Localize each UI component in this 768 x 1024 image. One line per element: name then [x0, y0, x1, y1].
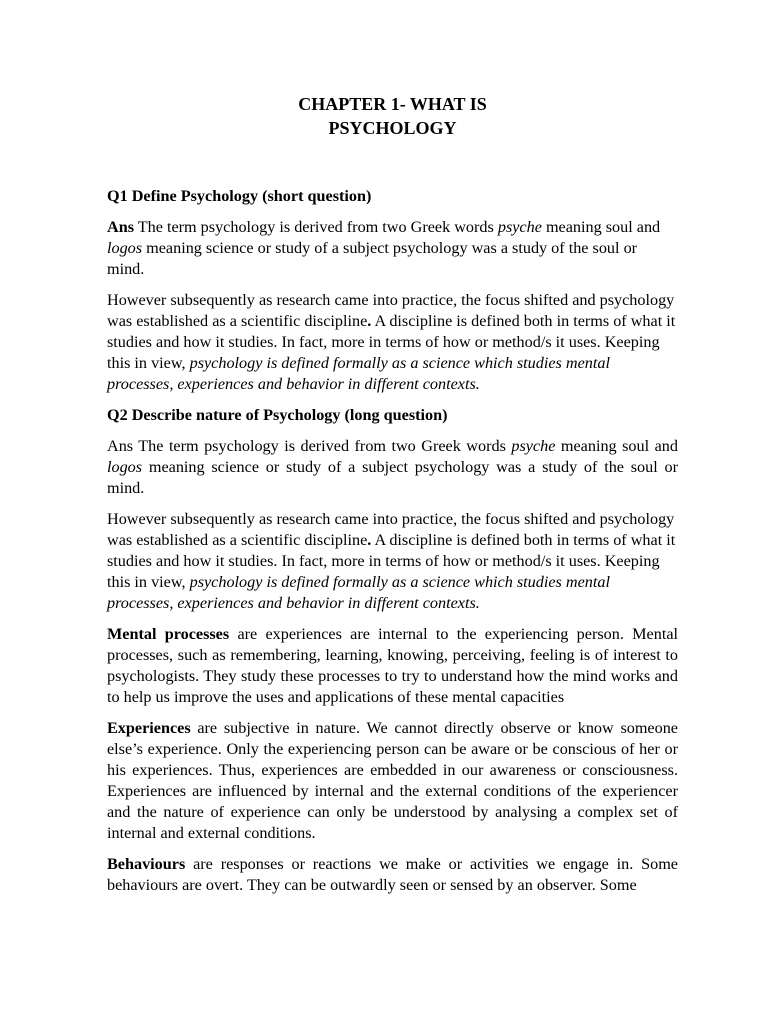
text-run: meaning science or study of a subject psychology was a study of the soul or mind. — [107, 239, 638, 278]
q2-heading: Q2 Describe nature of Psychology (long question) — [107, 406, 448, 424]
q1-answer-paragraph-2 — [107, 290, 678, 395]
text-run: meaning soul and — [555, 437, 678, 455]
q1-heading: Q1 Define Psychology (short question) — [107, 187, 372, 205]
text-run: The term psychology is derived from two Greek words — [134, 218, 498, 236]
text-run: A discipline is defined both in terms of what it studies and how it studies. In fact, more in terms of how or method/s it uses. Keeping this in view, — [107, 312, 676, 372]
mental-processes-term: Mental processes — [107, 625, 230, 643]
ans-label: Ans — [107, 218, 134, 236]
behaviours-paragraph — [107, 854, 678, 896]
text-run: are responses or reactions we make or activities we engage in. Some behaviours are overt. They can be outwardly seen or sensed by an observer. Some — [107, 855, 678, 894]
experiences-term: Experiences — [107, 719, 191, 737]
text-run: Ans The term psychology is derived from two Greek words — [107, 437, 512, 455]
term-psyche: psyche — [511, 437, 556, 455]
text-run: A discipline is defined both in terms of what it studies and how it studies. In fact, more in terms of how or method/s it uses. Keeping this in view, — [107, 531, 676, 591]
text-run: However subsequently as research came into practice, the focus shifted and psychology was established as a scientific discipline — [107, 510, 675, 549]
chapter-title-line-1: CHAPTER 1- WHAT IS — [298, 94, 487, 114]
text-run: . — [367, 531, 372, 549]
behaviours-term: Behaviours — [107, 855, 186, 873]
term-logos: logos — [107, 239, 143, 257]
q1-answer-paragraph-1 — [107, 217, 678, 280]
text-run: However subsequently as research came into practice, the focus shifted and psychology was established as a scientific discipline — [107, 291, 675, 330]
text-run: meaning science or study of a subject psychology was a study of the soul or mind. — [107, 458, 678, 497]
mental-processes-paragraph — [107, 624, 678, 708]
term-logos: logos — [107, 458, 143, 476]
experiences-paragraph — [107, 718, 678, 844]
chapter-title — [107, 93, 678, 140]
text-run: . — [367, 312, 372, 330]
definition-italic: psychology is defined formally as a science which studies mental processes, experiences and behavior in different contexts. — [107, 573, 610, 612]
q2-answer-paragraph-2 — [107, 509, 678, 614]
text-run: are subjective in nature. We cannot directly observe or know someone else’s experience. Only the experiencing person can be aware or be conscious of her or his experiences. Thus, experiences are embedded in our awareness or consciousness. Experiences are influenced by internal and the external conditions of the experiencer and the nature of experience can only be understood by analysing a complex set of internal and external conditions. — [107, 719, 678, 842]
chapter-title-line-2: PSYCHOLOGY — [328, 117, 457, 138]
document-page — [107, 93, 678, 906]
definition-italic: psychology is defined formally as a science which studies mental processes, experiences and behavior in different contexts. — [107, 354, 610, 393]
text-run: meaning soul and — [541, 218, 661, 236]
q2-answer-paragraph-1 — [107, 436, 678, 499]
term-psyche: psyche — [497, 218, 542, 236]
text-run: are experiences are internal to the experiencing person. Mental processes, such as remembering, learning, knowing, perceiving, feeling is of interest to psychologists. They study these processes to try to understand how the mind works and to help us improve the uses and applications of these mental capacities — [107, 625, 679, 706]
